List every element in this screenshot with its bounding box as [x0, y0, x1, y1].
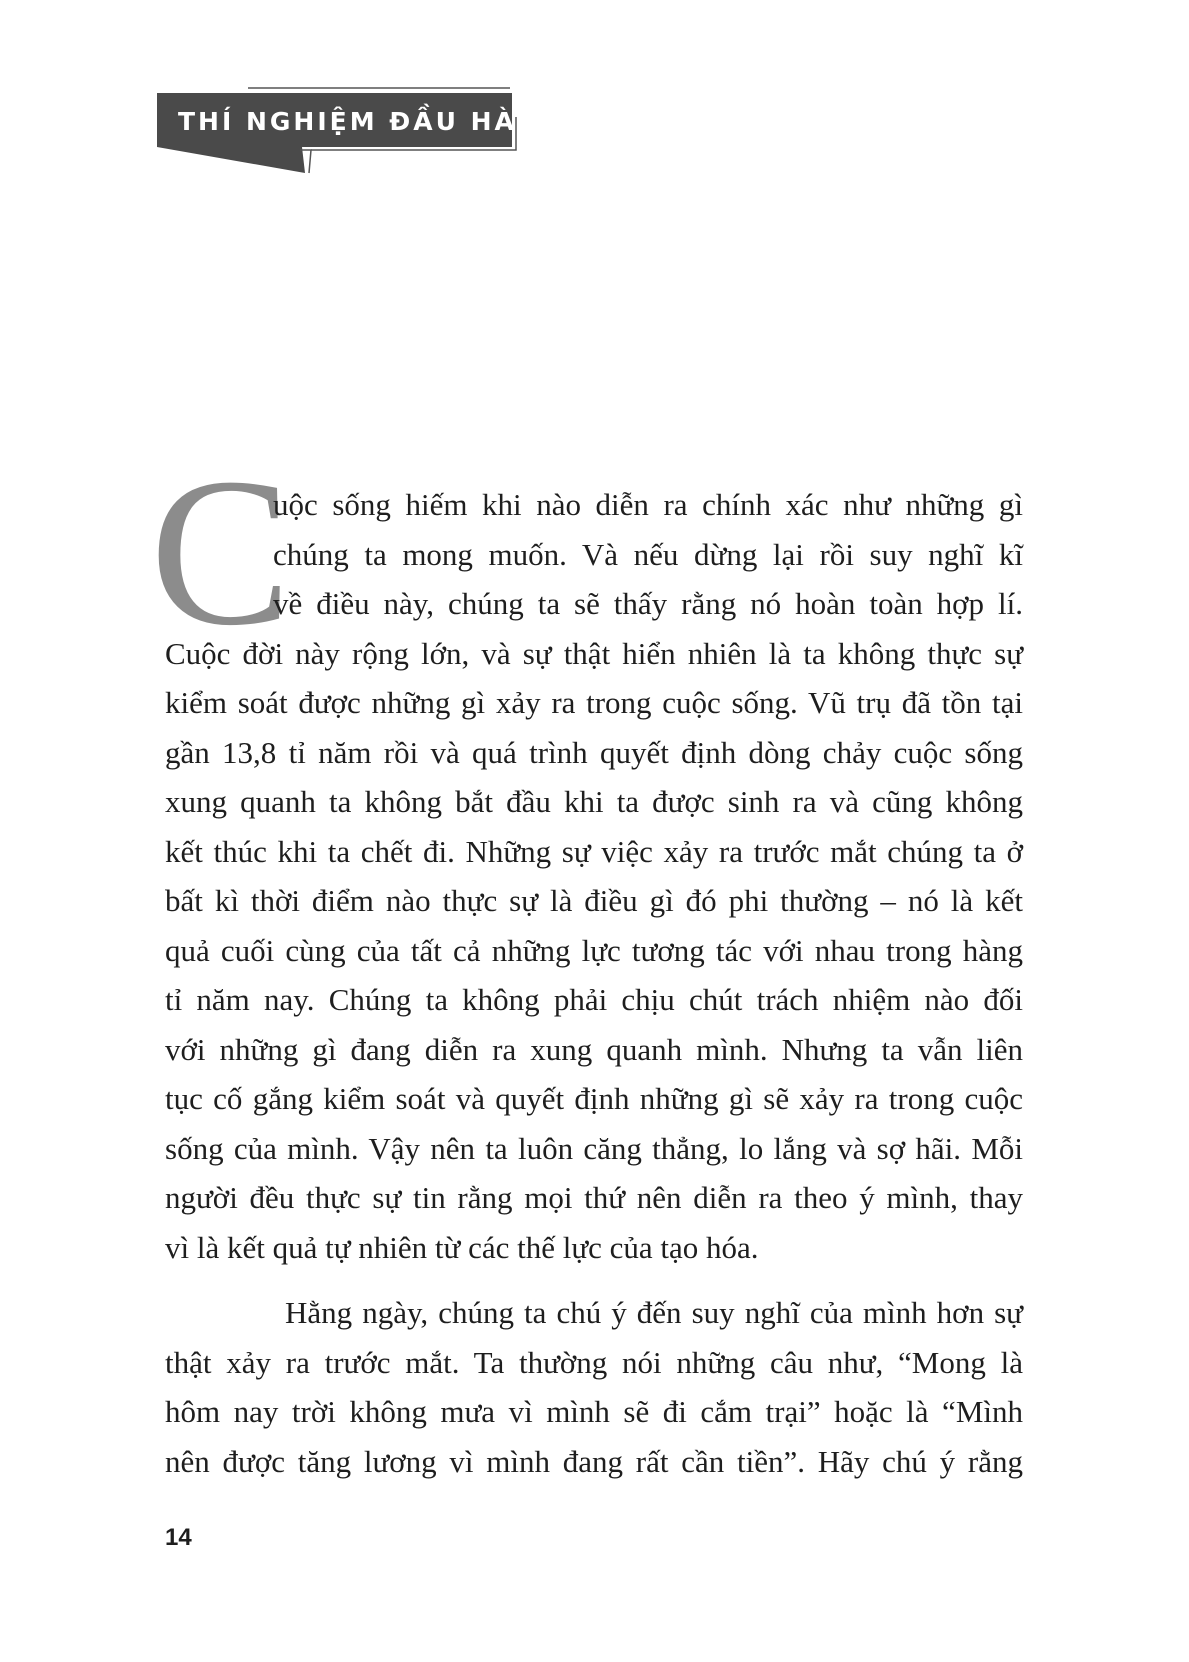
- text-line: chúng ta mong muốn. Và nếu dừng lại rồi suy nghĩ kĩ: [273, 536, 1023, 572]
- text-line: bất kì thời điểm nào thực sự là điều gì đó phi thường – nó là kết: [165, 883, 1023, 918]
- paragraph-1: [165, 480, 1023, 1272]
- text-line: uộc sống hiếm khi nào diễn ra chính xác như những gì: [273, 487, 1023, 522]
- chapter-title: THÍ NGHIỆM ĐẦU HÀNG: [178, 107, 565, 136]
- text-line: tục cố gắng kiểm soát và quyết định những gì sẽ xảy ra trong cuộc: [165, 1081, 1023, 1116]
- text-line: sống của mình. Vậy nên ta luôn căng thẳng, lo lắng và sợ hãi. Mỗi: [165, 1130, 1023, 1166]
- text-line: nên được tăng lương vì mình đang rất cần tiền”. Hãy chú ý rằng: [165, 1443, 1023, 1479]
- paragraph-2: [165, 1288, 1023, 1486]
- text-line: vì là kết quả tự nhiên từ các thế lực của tạo hóa.: [165, 1229, 759, 1265]
- text-line: người đều thực sự tin rằng mọi thứ nên diễn ra theo ý mình, thay: [165, 1180, 1023, 1215]
- text-line: Cuộc đời này rộng lớn, và sự thật hiển nhiên là ta không thực sự: [165, 635, 1023, 671]
- text-line: gần 13,8 tỉ năm rồi và quá trình quyết định dòng chảy cuộc sống: [165, 734, 1023, 770]
- body-text: [165, 480, 1023, 1486]
- text-line: xung quanh ta không bắt đầu khi ta được sinh ra và cũng không: [165, 784, 1023, 819]
- text-line: hôm nay trời không mưa vì mình sẽ đi cắm trại” hoặc là “Mình: [165, 1394, 1023, 1429]
- text-line: kiểm soát được những gì xảy ra trong cuộc sống. Vũ trụ đã tồn tại: [165, 685, 1023, 720]
- text-line: về điều này, chúng ta sẽ thấy rằng nó hoàn toàn hợp lí.: [273, 586, 1023, 621]
- text-line: tỉ năm nay. Chúng ta không phải chịu chút trách nhiệm nào đối: [165, 982, 1023, 1017]
- text-line: với những gì đang diễn ra xung quanh mình. Nhưng ta vẫn liên: [165, 1031, 1023, 1067]
- drop-cap-letter: C: [150, 434, 292, 669]
- text-line: quả cuối cùng của tất cả những lực tương tác với nhau trong hàng: [165, 932, 1023, 968]
- text-line: kết thúc khi ta chết đi. Những sự việc xảy ra trước mắt chúng ta ở: [165, 833, 1023, 869]
- page-number: 14: [165, 1524, 192, 1551]
- text-line: thật xảy ra trước mắt. Ta thường nói những câu như, “Mong là: [165, 1344, 1023, 1380]
- text-line: Hằng ngày, chúng ta chú ý đến suy nghĩ của mình hơn sự: [285, 1295, 1023, 1330]
